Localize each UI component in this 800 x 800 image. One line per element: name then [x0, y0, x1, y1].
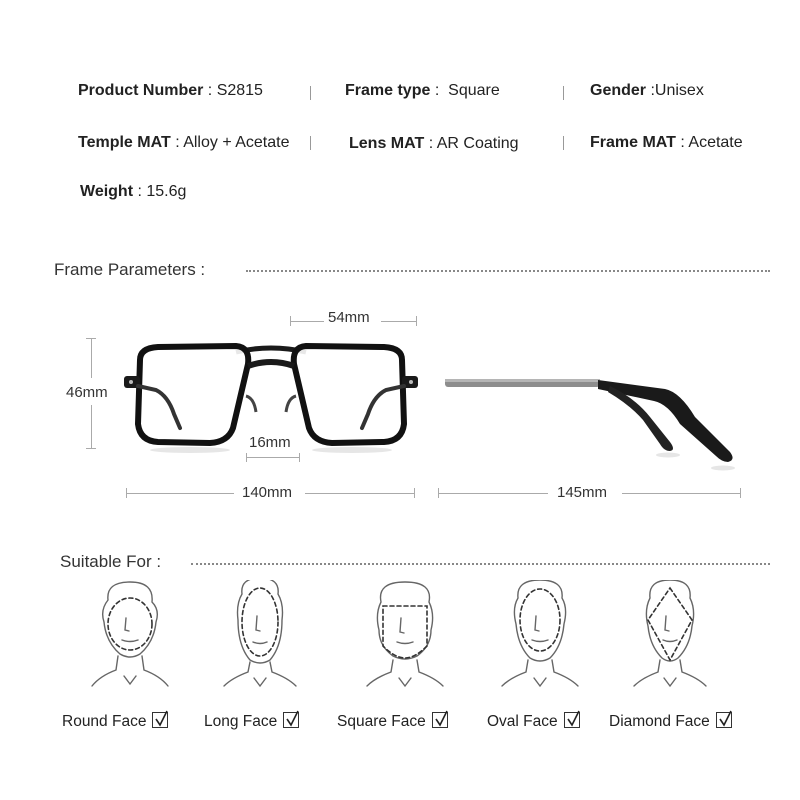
dimension-line: [91, 338, 92, 378]
temple-length-label: 145mm: [557, 484, 608, 501]
dimension-tick: [740, 488, 741, 498]
dimension-tick: [86, 448, 96, 449]
dimension-tick: [246, 453, 247, 462]
lens-height-label: 46mm: [66, 384, 108, 401]
face-shapes: [0, 580, 800, 700]
face-label-round: Round Face: [62, 712, 168, 731]
spec-frame-type: Frame type : Square: [345, 82, 500, 99]
dimension-line: [290, 321, 324, 322]
frame-parameters-title: Frame Parameters :: [54, 260, 206, 279]
square-face-icon: [367, 582, 443, 686]
dimension-tick: [438, 488, 439, 498]
lens-width-label: 54mm: [328, 309, 370, 326]
dimension-tick: [126, 488, 127, 498]
dimension-tick: [86, 338, 96, 339]
spec-separator: [563, 86, 564, 100]
dimension-line: [305, 493, 414, 494]
dimension-tick: [416, 316, 417, 326]
spec-separator: [310, 86, 311, 100]
spec-separator: [310, 136, 311, 150]
dimension-line: [622, 493, 740, 494]
face-label-diamond: Diamond Face: [609, 712, 732, 731]
dimension-tick: [414, 488, 415, 498]
section-divider: [246, 270, 770, 272]
dimension-line: [438, 493, 548, 494]
checkmark-icon: [564, 712, 580, 728]
spec-gender: Gender :Unisex: [590, 82, 704, 99]
dimension-line: [246, 457, 299, 458]
oval-face-icon: [502, 580, 578, 686]
diamond-face-icon: [634, 580, 706, 686]
long-face-icon: [224, 580, 296, 686]
checkmark-icon: [432, 712, 448, 728]
suitable-for-title: Suitable For :: [60, 552, 162, 571]
checkmark-icon: [152, 712, 168, 728]
dimension-line: [91, 405, 92, 448]
spec-temple-mat: Temple MAT : Alloy + Acetate: [78, 134, 290, 151]
bridge-width-label: 16mm: [249, 434, 291, 451]
spec-weight: Weight : 15.6g: [80, 183, 187, 200]
round-face-icon: [92, 582, 168, 686]
dimension-line: [126, 493, 234, 494]
dimension-tick: [299, 453, 300, 462]
spec-separator: [563, 136, 564, 150]
face-label-square: Square Face: [337, 712, 448, 731]
glasses-side-view: [440, 372, 740, 472]
dimension-tick: [290, 316, 291, 326]
checkmark-icon: [283, 712, 299, 728]
spec-product-number: Product Number : S2815: [78, 82, 263, 99]
spec-lens-mat: Lens MAT : AR Coating: [349, 135, 519, 152]
checkmark-icon: [716, 712, 732, 728]
face-label-long: Long Face: [204, 712, 299, 731]
spec-frame-mat: Frame MAT : Acetate: [590, 134, 743, 151]
frame-width-label: 140mm: [242, 484, 293, 501]
face-label-oval: Oval Face: [487, 712, 580, 731]
section-divider: [191, 563, 770, 565]
dimension-line: [381, 321, 417, 322]
